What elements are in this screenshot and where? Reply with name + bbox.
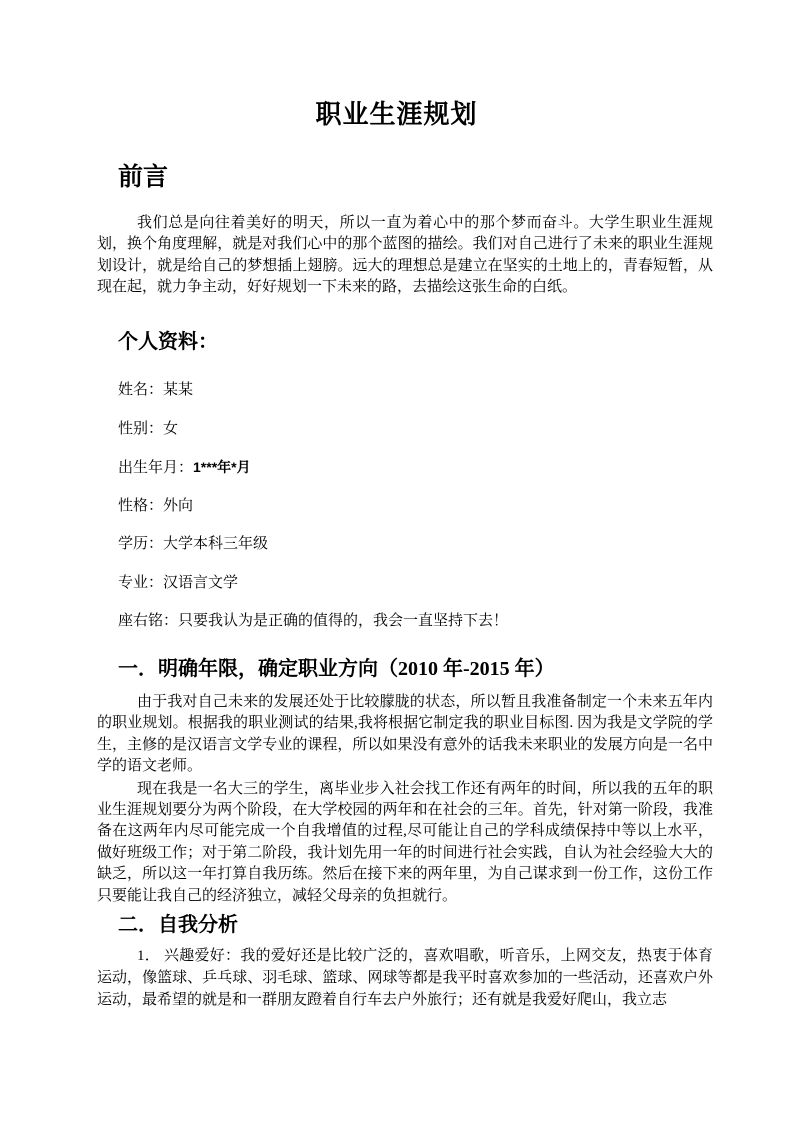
section2-paragraph-1: 1． 兴趣爱好：我的爱好还是比较广泛的，喜欢唱歌，听音乐，上网交友，热衷于体育运动，像篮球、乒乓球、羽毛球、篮球、网球等都是我平时喜欢参加的一些活动，还喜欢户外运动，最希望的就是和一群朋友蹬着自行车去户外旅行；还有就是我爱好爬山，我立志: [97, 948, 713, 1008]
info-line-gender: 性别：女: [118, 421, 179, 437]
info-line-education: 学历：大学本科三年级: [118, 536, 269, 552]
section1-paragraph-2: 现在我是一名大三的学生，离毕业步入社会找工作还有两年的时间，所以我的五年的职业生涯规划要分为两个阶段，在大学校园的两年和在社会的三年。首先，针对第一阶段，我准备在这两年内尽可能完成一个自我增值的过程,尽可能让自己的学科成绩保持中等以上水平，做好班级工作；对于第二阶段，我计划先用一年的时间进行社会实践，自认为社会经验大大的缺乏，所以这一年打算自我历练。然后在接下来的两年里，为自己谋求到一份工作，这份工作只要能让我自己的经济独立，减轻父母亲的负担就行。: [97, 780, 713, 904]
info-line-major: 专业：汉语言文学: [118, 575, 239, 591]
preface-paragraph-block: [97, 213, 713, 299]
info-line-personality: 性格：外向: [118, 498, 194, 514]
info-line-birth-value: 1***年*月: [193, 459, 251, 475]
personal-info-heading: 个人资料：: [118, 331, 218, 353]
section1-heading: 一．明确年限，确定职业方向（2010 年-2015 年）: [118, 658, 555, 680]
info-line-name: 姓名：某某: [118, 382, 194, 398]
section1-body: [97, 692, 713, 907]
info-line-motto: 座右铭：只要我认为是正确的值得的，我会一直坚持下去！: [118, 613, 509, 629]
preface-paragraph: 我们总是向往着美好的明天，所以一直为着心中的那个梦而奋斗。大学生职业生涯规划，换个角度理解，就是对我们心中的那个蓝图的描绘。我们对自己进行了未来的职业生涯规划设计，就是给自己的梦想插上翅膀。远大的理想总是建立在坚实的土地上的，青春短暂，从现在起，就力争主动，好好规划一下未来的路，去描绘这张生命的白纸。: [97, 215, 713, 296]
document-title: 职业生涯规划: [315, 100, 478, 129]
section2-body: [97, 946, 713, 1011]
info-line-birth-label: 出生年月：: [118, 460, 194, 476]
preface-heading: 前言: [118, 164, 169, 191]
section2-heading: 二．自我分析: [118, 914, 238, 936]
info-line-birth: [118, 457, 251, 479]
section1-paragraph-1: 由于我对自己未来的发展还处于比较朦胧的状态，所以暂且我准备制定一个未来五年内的职业规划。根据我的职业测试的结果,我将根据它制定我的职业目标图. 因为我是文学院的学生，主修的是汉语言文学专业的课程，所以如果没有意外的话我未来职业的发展方向是一名中学的语文老师。: [97, 694, 713, 775]
